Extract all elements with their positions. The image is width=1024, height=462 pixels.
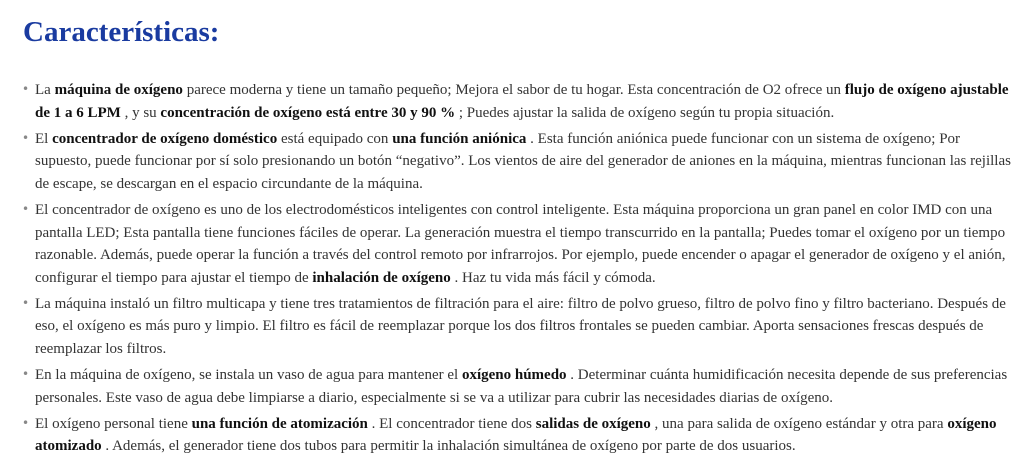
bullet-icon: • [22,130,30,145]
body-text: . Haz tu vida más fácil y cómoda. [450,269,656,286]
bullet-icon: • [22,295,30,310]
emphasized-text: una función aniónica [392,130,527,147]
emphasized-text: oxígeno atomizado [35,415,997,455]
body-text: . Además, el generador tiene dos tubos para permitir la inhalación simultánea de oxígeno por parte de dos usuarios. [101,438,796,455]
list-item [21,79,1011,124]
emphasized-text: concentración de oxígeno está entre 30 y 90 % [160,104,456,121]
body-text: El oxígeno personal tiene [35,415,192,432]
body-text: , una para salida de oxígeno estándar y otra para [650,415,948,432]
bullet-icon: • [22,415,30,430]
emphasized-text: una función de atomización [191,415,368,432]
list-item [21,364,1011,409]
body-text: . Determinar cuánta humidificación necesita depende de sus preferencias personales. Este vaso de agua debe limpiarse a diario, especialmente si se va a utilizar para cubrir las necesidades diarias de oxígeno. [35,367,1008,406]
bullet-icon: • [22,367,30,382]
list-item [21,199,1011,289]
features-list [21,79,1011,462]
body-text: En la máquina de oxígeno, se instala un vaso de agua para mantener el [35,367,462,384]
emphasized-text: máquina de oxígeno [54,82,183,98]
body-text: El [35,130,53,147]
list-item [21,128,1011,196]
body-text: . El concentrador tiene dos [367,415,536,432]
emphasized-text: inhalación de oxígeno [312,269,451,286]
body-text: , y su [120,104,161,121]
body-text: está equipado con [277,130,393,147]
list-item [21,293,1011,361]
body-text: El concentrador de oxígeno es uno de los electrodomésticos inteligentes con control inteligente. Esta máquina proporciona un gran panel en color IMD con una pantalla LED; Esta pantalla tiene funciones fáciles de operar. La generación muestra el tiempo transcurrido en la pantalla; Puedes tomar el oxígeno por un tiempo razonable. Además, puede operar la función a través del control remoto por infrarrojos. Por ejemplo, puede encender o apagar el generador de oxígeno y el anión, configurar el tiempo para ajustar el tiempo de [35,201,1006,286]
emphasized-text: oxígeno húmedo [461,367,567,384]
body-text: La [35,82,55,98]
emphasized-text: concentrador de oxígeno doméstico [52,130,278,147]
body-text: . Esta función aniónica puede funcionar con un sistema de oxígeno; Por supuesto, puede funcionar por sí solo presionando un botón “negativo”. Los vientos de aire del generador de aniones en la máquina, mientras funcionan las rejillas de escape, se descargan en el espacio circundante de la máquina. [35,130,1011,192]
bullet-icon: • [22,201,30,216]
body-text: La máquina instaló un filtro multicapa y tiene tres tratamientos de filtración para el aire: filtro de polvo grueso, filtro de polvo fino y filtro bacteriano. Después de eso, el oxígeno es más puro y limpio. El filtro es fácil de reemplazar porque los dos filtros frontales se pueden cambiar. Aporta sensaciones frescas después de reemplazar los filtros. [35,295,1006,358]
list-item [21,413,1011,458]
bullet-icon: • [22,82,30,96]
section-heading: Características: [23,16,220,48]
body-text: parece moderna y tiene un tamaño pequeño; Mejora el sabor de tu hogar. Esta concentración de O2 ofrece un [182,82,845,98]
body-text: ; Puedes ajustar la salida de oxígeno según tu propia situación. [455,104,835,121]
emphasized-text: salidas de oxígeno [535,415,651,432]
emphasized-text: flujo de oxígeno ajustable de 1 a 6 LPM [35,82,1009,121]
